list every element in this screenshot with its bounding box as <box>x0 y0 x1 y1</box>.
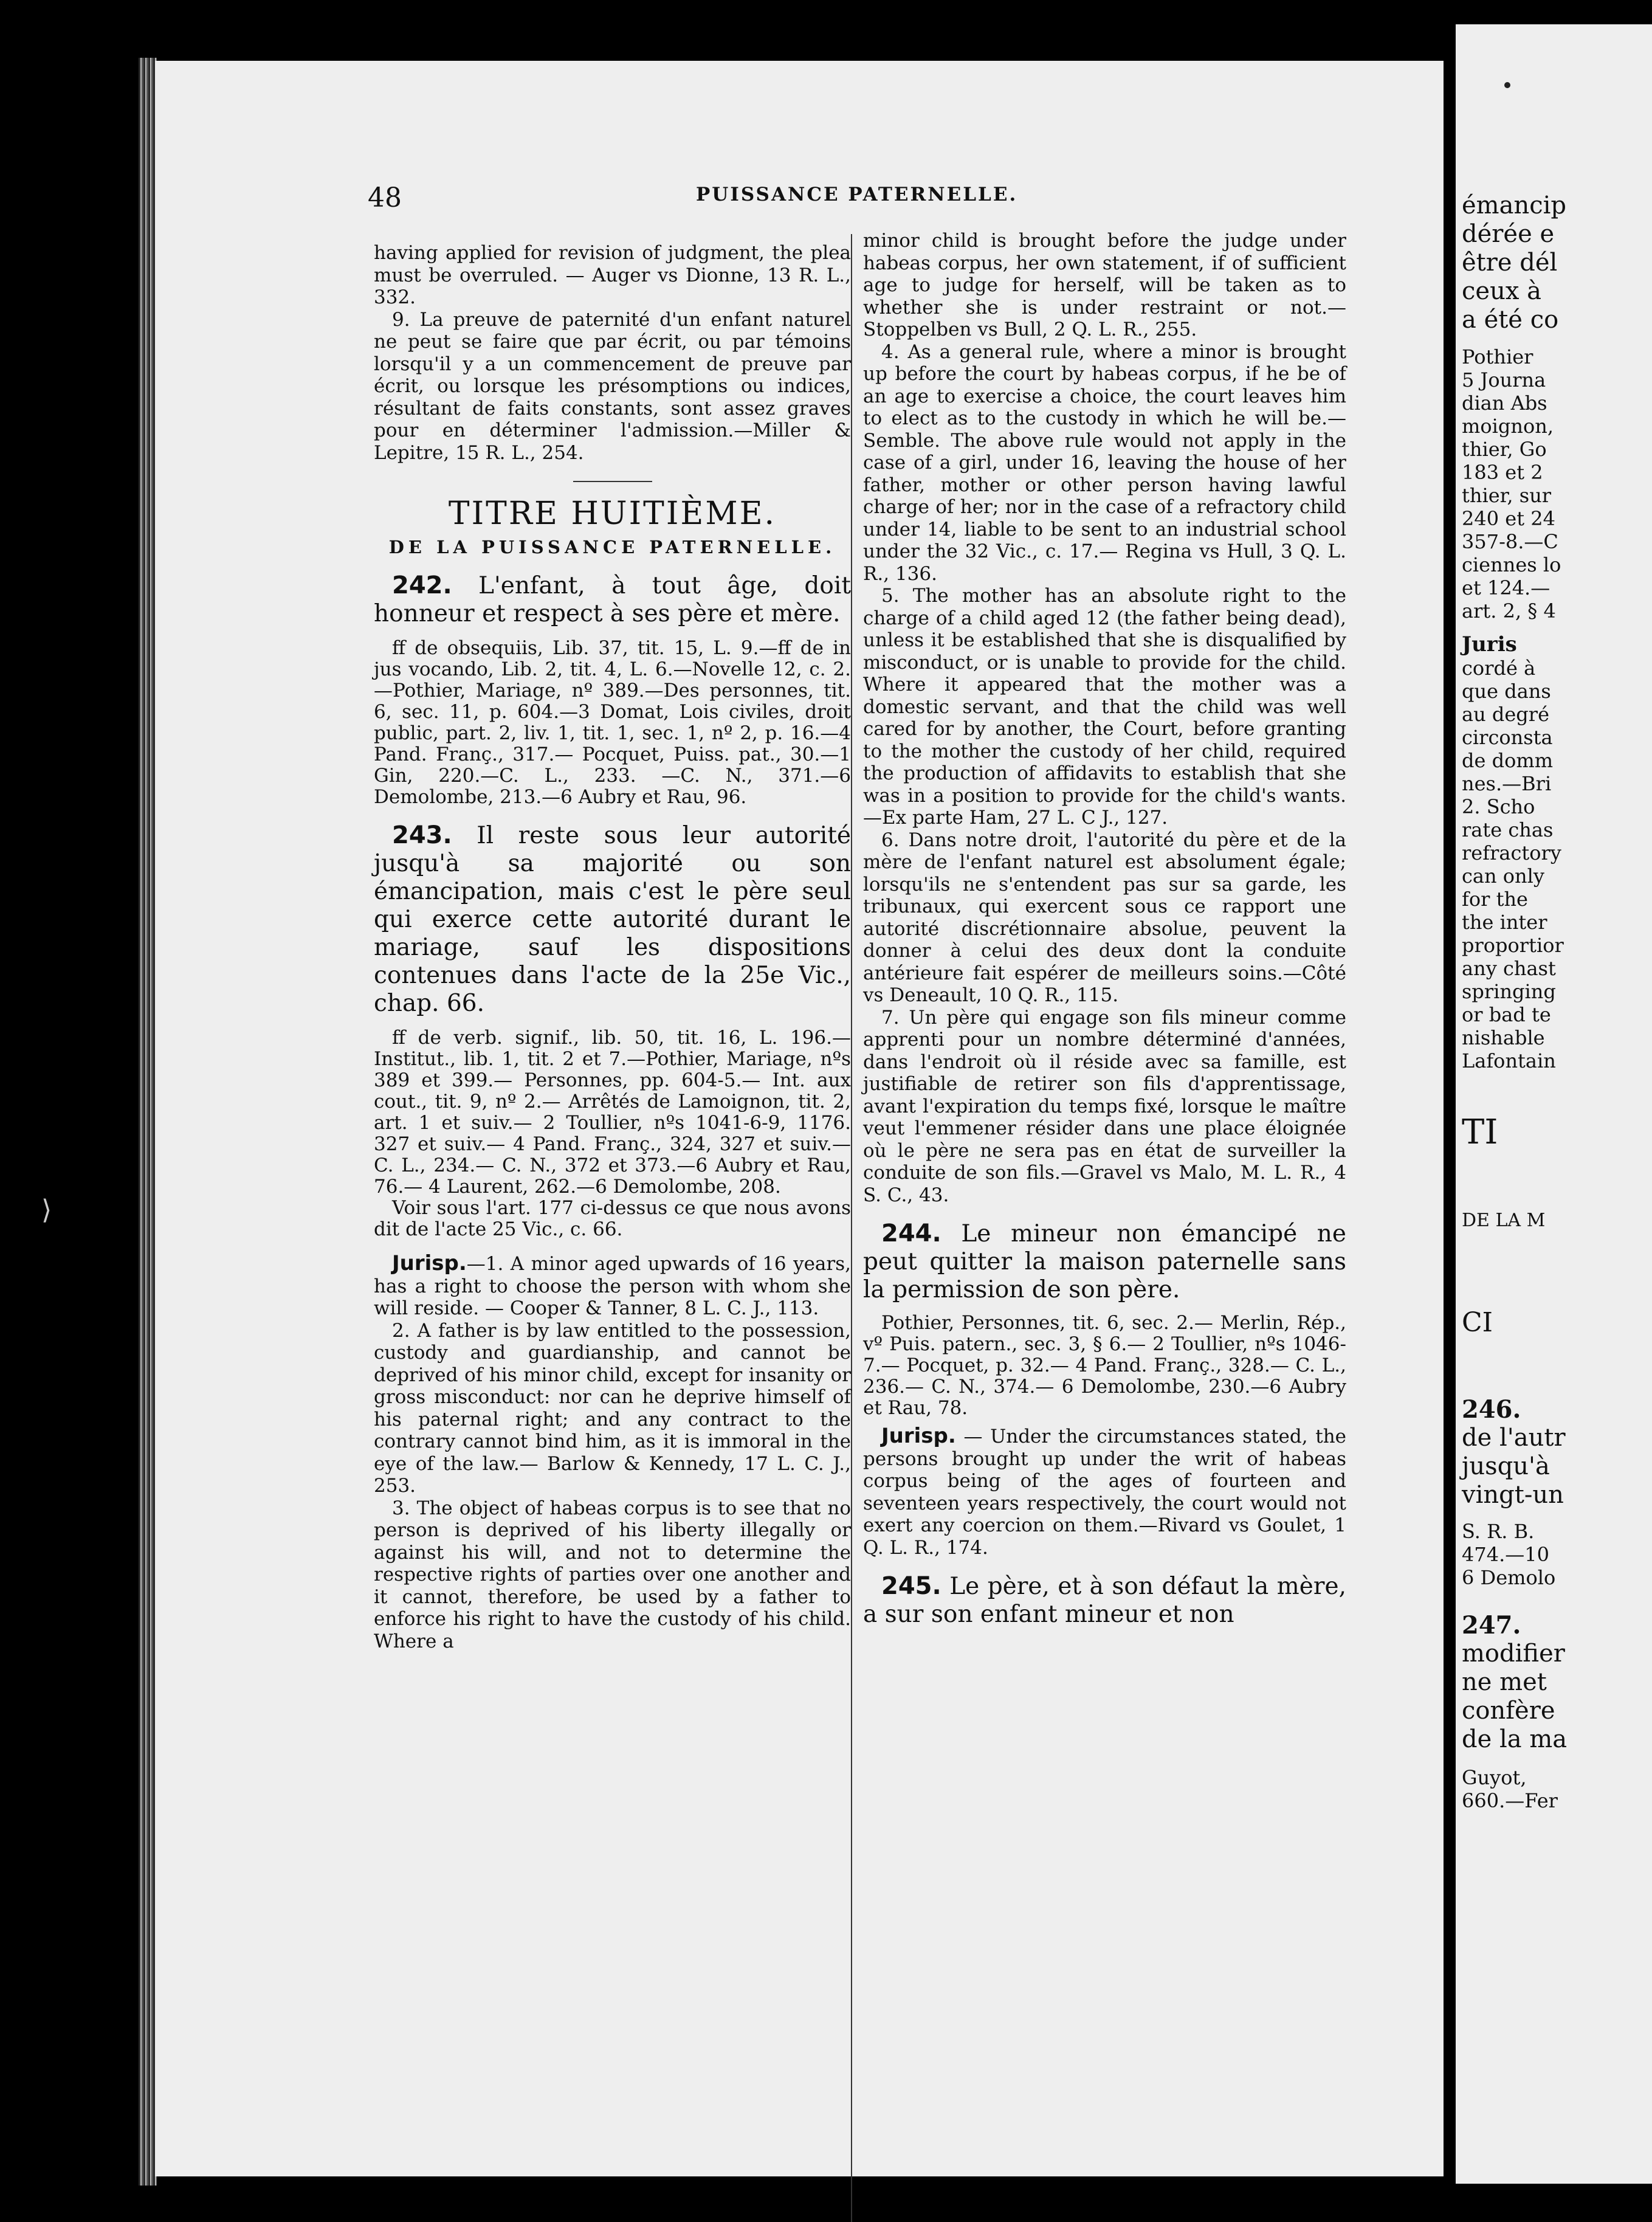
facing-page-fragment: the inter <box>1462 911 1547 934</box>
facing-page-fragment: modifier <box>1462 1640 1565 1668</box>
jurisprudence-label: Jurisp. <box>392 1251 467 1275</box>
facing-page-fragment: 2. Scho <box>1462 795 1535 818</box>
facing-page-fragment: refractory <box>1462 841 1561 864</box>
facing-page-fragment: thier, Go <box>1462 438 1547 461</box>
facing-page-fragment: vingt-un <box>1462 1481 1564 1509</box>
facing-page-fragment: confère <box>1462 1697 1555 1725</box>
facing-page-fragment: 357-8.—C <box>1462 530 1558 553</box>
article-text: Il reste sous leur autorité jusqu'à sa majorité ou son émancipation, mais c'est le père seul qui exerce cette autorité durant le mariage, sauf les dispositions contenues dans l'acte de la 25e Vic., chap. 66. <box>374 822 851 1017</box>
section-title: TITRE HUITIÈME. <box>448 495 777 532</box>
facing-page-fragment: TI <box>1462 1113 1498 1152</box>
article-number: 244. <box>881 1220 941 1247</box>
article-text: Le père, et à son défaut la mère, a sur son enfant mineur et non <box>863 1573 1346 1628</box>
article-242 <box>374 571 851 628</box>
jurisprudence-text: — Under the circumstances stated, the persons brought up under the writ of habeas corpus being of the ages of fourteen and seventeen years respectively, the court would not exert any coercion on them.—Rivard vs Goulet, 1 Q. L. R., 174. <box>863 1426 1346 1559</box>
facing-page-fragment: moignon, <box>1462 415 1554 438</box>
facing-page-fragment: ne met <box>1462 1668 1547 1696</box>
facing-page-fragment: 5 Journa <box>1462 368 1546 392</box>
facing-page-fragment: S. R. B. <box>1462 1520 1535 1543</box>
facing-page-fragment: Guyot, <box>1462 1766 1527 1789</box>
facing-page-fragment: circonsta <box>1462 726 1553 749</box>
facing-page-fragment: a été co <box>1462 306 1559 334</box>
paragraph-5: 5. The mother has an absolute right to the charge of a child aged 12 (the father being dead), unless it be established that she is disqualified by misconduct, or is unable to provide for the child. Where it appeared that the mother was a domestic servant, and that the child was well cared for by another, the Court, before granting to the mother the custody of her child, required the production of affidavits to establish that she was in a position to provide for the child's wants.—Ex parte Ham, 27 L. C J., 127. <box>863 585 1346 829</box>
jurisprudence-3: 3. The object of habeas corpus is to see that no person is deprived of his liberty illegally or against his will, and not to determine the respective rights of parties over one another and it cannot, therefore, be used by a father to enforce his right to have the custody of his child. Where a <box>374 1497 851 1652</box>
facing-page-fragment: être dél <box>1462 249 1558 277</box>
page-number: 48 <box>368 182 402 213</box>
facing-page-fragment: que dans <box>1462 680 1551 703</box>
citation-244: Pothier, Personnes, tit. 6, sec. 2.— Merlin, Rép., vº Puis. patern., sec. 3, § 6.— 2 Toullier, nºs 1046-7.— Pocquet, p. 32.— 4 Pand. Franç., 328.— C. L., 236.— C. N., 374.— 6 Demolombe, 230.—6 Aubry et Rau, 78. <box>863 1312 1346 1419</box>
facing-page-fragment: 474.—10 <box>1462 1543 1549 1566</box>
facing-page-fragment: au degré <box>1462 703 1549 726</box>
facing-page-fragment: Lafontain <box>1462 1049 1556 1072</box>
facing-page-fragment: de la ma <box>1462 1725 1568 1753</box>
facing-page <box>1456 24 1652 2184</box>
facing-page-fragment: 247. <box>1462 1611 1521 1640</box>
facing-page-fragment: can only <box>1462 864 1544 888</box>
facing-page-fragment: for the <box>1462 888 1528 911</box>
facing-page-fragment: de domm <box>1462 749 1554 772</box>
facing-page-fragment: springing <box>1462 980 1556 1003</box>
article-245 <box>863 1572 1346 1629</box>
article-243 <box>374 821 851 1018</box>
jurisprudence-2: 2. A father is by law entitled to the possession, custody and guardianship, and cannot be deprived of his minor child, except for insanity or gross misconduct: nor can he deprive himself of his paternal right; and any contract to the contrary cannot bind him, as it is immoral in the eye of the law.— Barlow & Kennedy, 17 L. C. J., 253. <box>374 1319 851 1497</box>
article-text: Le mineur non émancipé ne peut quitter la maison paternelle sans la permission de son père. <box>863 1220 1346 1303</box>
ink-dot <box>1504 82 1510 88</box>
facing-page-fragment: any chast <box>1462 957 1556 980</box>
citation-242: ff de obsequiis, Lib. 37, tit. 15, L. 9.—ff de in jus vocando, Lib. 2, tit. 4, L. 6.—Novelle 12, c. 2.—Pothier, Mariage, nº 389.—Des personnes, tit. 6, sec. 11, p. 604.—3 Domat, Lois civiles, droit public, part. 2, liv. 1, tit. 1, sec. 1, nº 2, p. 16.—4 Pand. Franç., 317.— Pocquet, Puiss. pat., 30.—1 Gin, 220.—C. L., 233. —C. N., 371.—6 Demolombe, 213.—6 Aubry et Rau, 96. <box>374 637 851 808</box>
facing-page-fragment: de l'autr <box>1462 1424 1566 1452</box>
paragraph-9: 9. La preuve de paternité d'un enfant naturel ne peut se faire que par écrit, ou par témoins lorsqu'il y a un commencement de preuve par écrit, ou lorsque les présomptions ou indices, résultant de faits constants, sont assez graves pour en déterminer l'admission.—Miller & Lepitre, 15 R. L., 254. <box>374 308 851 464</box>
facing-page-fragment: dérée e <box>1462 220 1555 248</box>
facing-page-fragment: 246. <box>1462 1395 1521 1424</box>
facing-page-fragment: 183 et 2 <box>1462 461 1543 484</box>
left-column <box>374 242 851 1652</box>
facing-page-fragment: 240 et 24 <box>1462 507 1555 530</box>
citation-243: ff de verb. signif., lib. 50, tit. 16, L. 196.— Institut., lib. 1, tit. 2 et 7.—Pothier, Mariage, nºs 389 et 399.— Personnes, pp. 604-5.— Int. aux cout., tit. 9, nº 2.— Arrêtés de Lamoignon, tit. 2, art. 1 et suiv.— 2 Toullier, nºs 1041-6-9, 1176. 327 et suiv.— 4 Pand. Franç., 324, 327 et suiv.— C. L., 234.— C. N., 372 et 373.—6 Aubry et Rau, 76.— 4 Laurent, 262.—6 Demolombe, 208. <box>374 1027 851 1198</box>
facing-page-fragment: art. 2, § 4 <box>1462 599 1556 623</box>
facing-page-fragment: CI <box>1462 1307 1493 1338</box>
book-page-edge <box>139 58 157 2186</box>
article-text: L'enfant, à tout âge, doit honneur et respect à ses père et mère. <box>374 572 851 627</box>
article-number: 242. <box>392 571 452 599</box>
running-title: PUISSANCE PATERNELLE. <box>696 184 1018 205</box>
article-number: 243. <box>392 821 452 849</box>
jurisprudence-label: Jurisp. <box>881 1424 956 1448</box>
facing-page-fragment: jusqu'à <box>1462 1452 1550 1480</box>
facing-page-fragment: nishable <box>1462 1026 1545 1049</box>
jurisprudence-text: —1. A minor aged upwards of 16 years, has a right to choose the person with whom she will reside. — Cooper & Tanner, 8 L. C. J., 113. <box>374 1253 851 1319</box>
facing-page-fragment: Juris <box>1462 632 1517 657</box>
facing-page-fragment: ciennes lo <box>1462 553 1561 576</box>
facing-page-fragment: rate chas <box>1462 818 1554 841</box>
continued-paragraph: minor child is brought before the judge under habeas corpus, her own statement, if of sufficient age to judge for herself, will be taken as to whether she is under restraint or not.—Stoppelben vs Bull, 2 Q. L. R., 255. <box>863 230 1346 340</box>
margin-bracket-mark: ⟩ <box>41 1195 52 1226</box>
facing-page-fragment: 6 Demolo <box>1462 1566 1556 1589</box>
note-voir: Voir sous l'art. 177 ci-dessus ce que nous avons dit de l'acte 25 Vic., c. 66. <box>374 1197 851 1240</box>
facing-page-fragment: DE LA M <box>1462 1210 1546 1231</box>
paragraph-4: 4. As a general rule, where a minor is brought up before the court by habeas corpus, if he be of an age to exercise a choice, the court leaves him to elect as to the custody in which he will be.— Semble. The above rule would not apply in the case of a girl, under 16, leaving the house of her father, mother or other person having lawful charge of her; nor in the case of a refractory child under 14, liable to be sent to an industrial school under the 32 Vic., c. 17.— Regina vs Hull, 3 Q. L. R., 136. <box>863 340 1346 585</box>
column-divider <box>851 234 852 2222</box>
paragraph-6: 6. Dans notre droit, l'autorité du père et de la mère de l'enfant naturel est absolument égale; lorsqu'ils ne s'entendent pas sur sa garde, les tribunaux, qui exercent sous ce rapport une autorité discrétionnaire absolue, peuvent la donner à celui des deux dont la conduite antérieure fait espérer de meilleurs soins.—Côté vs Deneault, 10 Q. R., 115. <box>863 829 1346 1006</box>
facing-page-fragment: or bad te <box>1462 1003 1551 1026</box>
article-number: 245. <box>881 1572 941 1600</box>
jurisprudence-244 <box>863 1425 1346 1559</box>
facing-page-fragment: émancip <box>1462 191 1567 219</box>
facing-page-fragment: 660.—Fer <box>1462 1789 1558 1812</box>
facing-page-fragment: dian Abs <box>1462 392 1547 415</box>
paragraph-7: 7. Un père qui engage son fils mineur comme apprenti pour un nombre déterminé d'années, dans l'endroit où il réside avec sa famille, est justifiable de retirer son fils d'apprentissage, avant l'expiration du temps fixé, lorsque le maître veut l'emmener résider dans une place éloignée où le père ne sera pas en état de surveiller la conduite de son fils.—Gravel vs Malo, M. L. R., 4 S. C., 43. <box>863 1006 1346 1206</box>
section-subtitle: DE LA PUISSANCE PATERNELLE. <box>388 536 836 557</box>
facing-page-fragment: proportior <box>1462 934 1564 957</box>
facing-page-fragment: cordé à <box>1462 657 1536 680</box>
facing-page-fragment: ceux à <box>1462 277 1541 305</box>
right-column <box>863 230 1346 1629</box>
article-244 <box>863 1220 1346 1304</box>
facing-page-fragment: Pothier <box>1462 345 1533 368</box>
facing-page-fragment: et 124.— <box>1462 576 1550 599</box>
facing-page-fragment: nes.—Bri <box>1462 772 1552 795</box>
continued-paragraph: having applied for revision of judgment, the plea must be overruled. — Auger vs Dionne, 13 R. L., 332. <box>374 242 851 308</box>
jurisprudence-1 <box>374 1252 851 1320</box>
section-rule <box>573 481 652 482</box>
facing-page-fragment: thier, sur <box>1462 484 1552 507</box>
